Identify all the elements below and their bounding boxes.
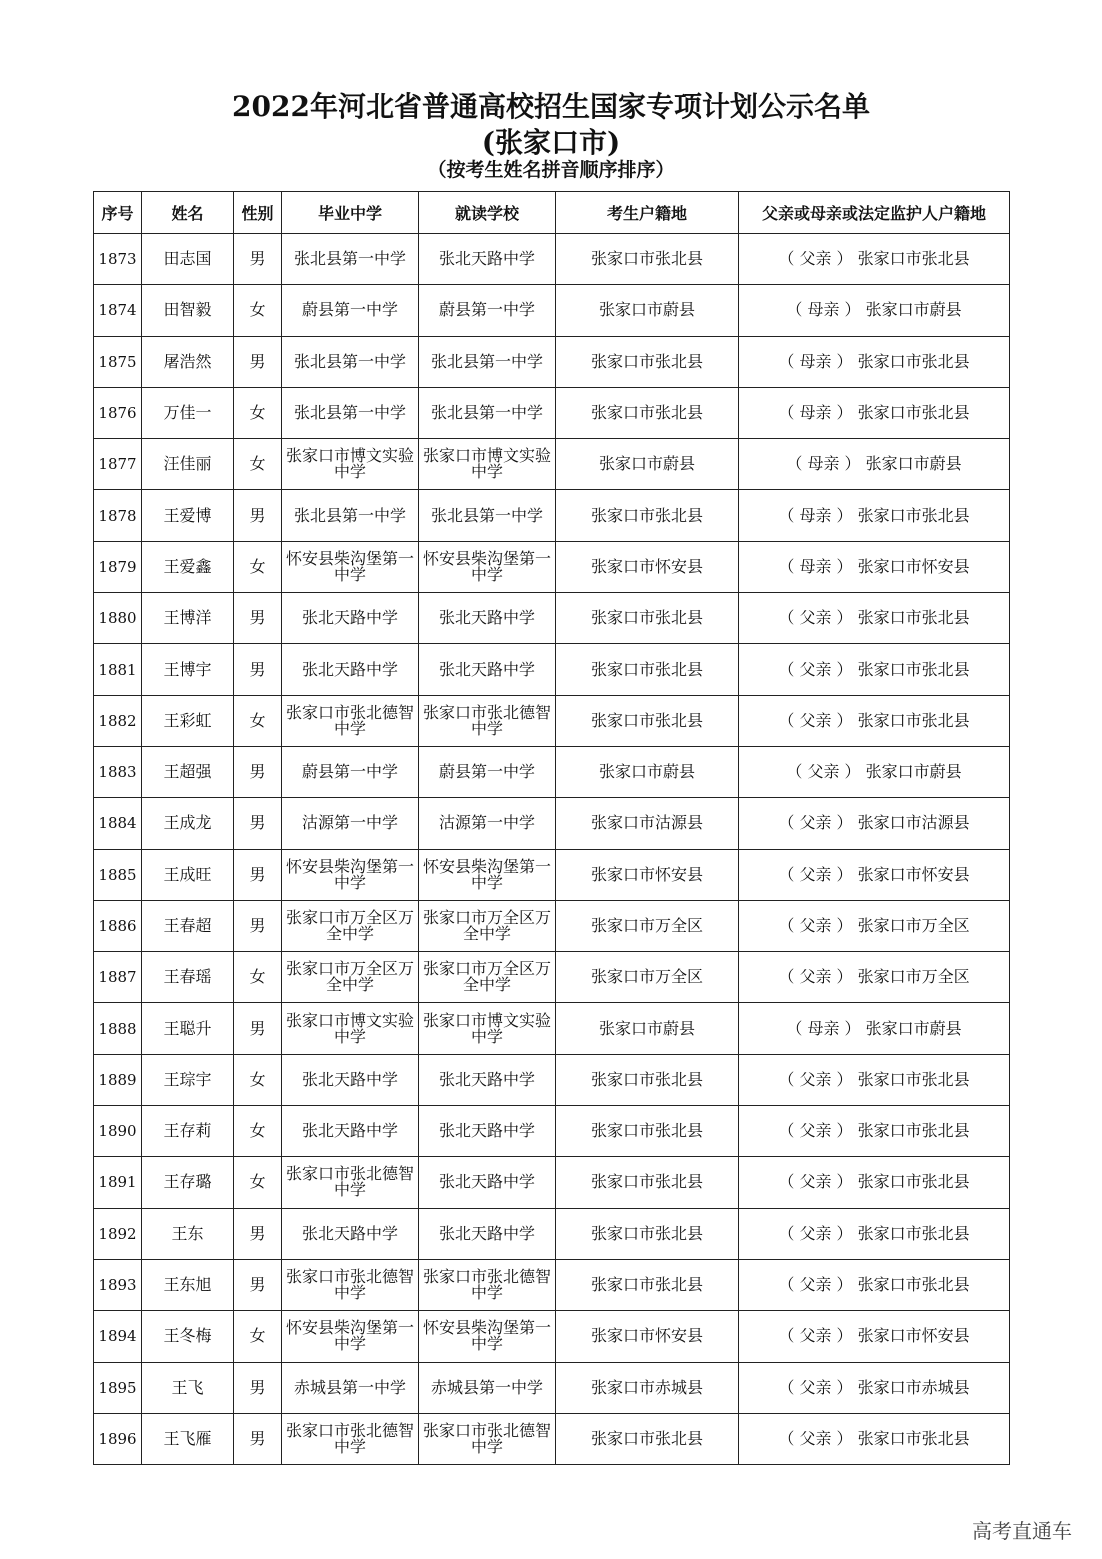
cell-guardian-registration: （ 父亲 ） 张家口市张北县 <box>739 1054 1010 1105</box>
cell-serial: 1878 <box>94 490 142 541</box>
cell-current-school: 怀安县柴沟堡第一中学 <box>419 541 556 592</box>
cell-gender: 男 <box>234 644 282 695</box>
cell-household-registration: 张家口市怀安县 <box>556 541 739 592</box>
table-row <box>94 798 1010 849</box>
cell-current-school: 张家口市万全区万全中学 <box>419 952 556 1003</box>
cell-serial: 1886 <box>94 900 142 951</box>
col-header-name: 姓名 <box>142 192 234 234</box>
cell-current-school: 张北天路中学 <box>419 1054 556 1105</box>
cell-household-registration: 张家口市蔚县 <box>556 746 739 797</box>
cell-household-registration: 张家口市张北县 <box>556 1106 739 1157</box>
cell-gender: 男 <box>234 234 282 285</box>
cell-graduated-school: 张家口市张北德智中学 <box>282 695 419 746</box>
cell-graduated-school: 张家口市张北德智中学 <box>282 1259 419 1310</box>
cell-guardian-registration: （ 父亲 ） 张家口市沽源县 <box>739 798 1010 849</box>
table-row <box>94 1208 1010 1259</box>
cell-name: 王东旭 <box>142 1259 234 1310</box>
cell-current-school: 蔚县第一中学 <box>419 285 556 336</box>
cell-current-school: 张北天路中学 <box>419 593 556 644</box>
cell-household-registration: 张家口市张北县 <box>556 644 739 695</box>
cell-guardian-registration: （ 父亲 ） 张家口市张北县 <box>739 695 1010 746</box>
table-row <box>94 1311 1010 1362</box>
cell-guardian-registration: （ 父亲 ） 张家口市张北县 <box>739 1413 1010 1464</box>
cell-gender: 男 <box>234 1003 282 1054</box>
cell-name: 王博宇 <box>142 644 234 695</box>
cell-current-school: 怀安县柴沟堡第一中学 <box>419 1311 556 1362</box>
cell-name: 屠浩然 <box>142 336 234 387</box>
cell-serial: 1892 <box>94 1208 142 1259</box>
sort-note: （按考生姓名拼音顺序排序） <box>427 159 675 181</box>
cell-graduated-school: 张北天路中学 <box>282 1054 419 1105</box>
cell-gender: 男 <box>234 1413 282 1464</box>
cell-guardian-registration: （ 父亲 ） 张家口市赤城县 <box>739 1362 1010 1413</box>
cell-guardian-registration: （ 父亲 ） 张家口市万全区 <box>739 900 1010 951</box>
cell-name: 王东 <box>142 1208 234 1259</box>
cell-guardian-registration: （ 母亲 ） 张家口市张北县 <box>739 387 1010 438</box>
cell-gender: 女 <box>234 285 282 336</box>
cell-name: 王冬梅 <box>142 1311 234 1362</box>
cell-graduated-school: 赤城县第一中学 <box>282 1362 419 1413</box>
cell-current-school: 张北天路中学 <box>419 644 556 695</box>
cell-current-school: 张家口市张北德智中学 <box>419 1413 556 1464</box>
cell-name: 汪佳丽 <box>142 439 234 490</box>
table-row <box>94 1362 1010 1413</box>
cell-graduated-school: 怀安县柴沟堡第一中学 <box>282 849 419 900</box>
table-row <box>94 234 1010 285</box>
col-header-graduated-school: 毕业中学 <box>282 192 419 234</box>
cell-guardian-registration: （ 父亲 ） 张家口市张北县 <box>739 1208 1010 1259</box>
cell-name: 田志国 <box>142 234 234 285</box>
cell-serial: 1891 <box>94 1157 142 1208</box>
cell-household-registration: 张家口市万全区 <box>556 952 739 1003</box>
cell-serial: 1894 <box>94 1311 142 1362</box>
cell-gender: 男 <box>234 900 282 951</box>
cell-household-registration: 张家口市张北县 <box>556 490 739 541</box>
cell-name: 王琮宇 <box>142 1054 234 1105</box>
cell-serial: 1889 <box>94 1054 142 1105</box>
cell-guardian-registration: （ 父亲 ） 张家口市蔚县 <box>739 746 1010 797</box>
cell-guardian-registration: （ 父亲 ） 张家口市张北县 <box>739 1106 1010 1157</box>
cell-graduated-school: 张北县第一中学 <box>282 336 419 387</box>
col-header-gender: 性别 <box>234 192 282 234</box>
cell-gender: 女 <box>234 439 282 490</box>
cell-household-registration: 张家口市沽源县 <box>556 798 739 849</box>
cell-guardian-registration: （ 父亲 ） 张家口市张北县 <box>739 1259 1010 1310</box>
cell-guardian-registration: （ 父亲 ） 张家口市张北县 <box>739 1157 1010 1208</box>
cell-current-school: 张北县第一中学 <box>419 387 556 438</box>
cell-household-registration: 张家口市张北县 <box>556 1259 739 1310</box>
document-subtitle: (张家口市) <box>481 126 621 159</box>
cell-serial: 1888 <box>94 1003 142 1054</box>
cell-household-registration: 张家口市蔚县 <box>556 439 739 490</box>
cell-graduated-school: 蔚县第一中学 <box>282 746 419 797</box>
cell-guardian-registration: （ 父亲 ） 张家口市张北县 <box>739 234 1010 285</box>
cell-serial: 1874 <box>94 285 142 336</box>
cell-name: 万佳一 <box>142 387 234 438</box>
table-row <box>94 593 1010 644</box>
cell-current-school: 张北县第一中学 <box>419 336 556 387</box>
cell-serial: 1893 <box>94 1259 142 1310</box>
cell-gender: 男 <box>234 849 282 900</box>
table-row <box>94 387 1010 438</box>
cell-graduated-school: 张家口市张北德智中学 <box>282 1413 419 1464</box>
cell-gender: 女 <box>234 541 282 592</box>
cell-graduated-school: 怀安县柴沟堡第一中学 <box>282 541 419 592</box>
cell-graduated-school: 张家口市万全区万全中学 <box>282 952 419 1003</box>
cell-current-school: 张家口市博文实验中学 <box>419 439 556 490</box>
cell-household-registration: 张家口市张北县 <box>556 1208 739 1259</box>
cell-gender: 男 <box>234 798 282 849</box>
cell-guardian-registration: （ 母亲 ） 张家口市蔚县 <box>739 439 1010 490</box>
cell-household-registration: 张家口市张北县 <box>556 1413 739 1464</box>
cell-guardian-registration: （ 父亲 ） 张家口市张北县 <box>739 644 1010 695</box>
cell-household-registration: 张家口市张北县 <box>556 593 739 644</box>
cell-guardian-registration: （ 父亲 ） 张家口市怀安县 <box>739 849 1010 900</box>
cell-household-registration: 张家口市张北县 <box>556 1054 739 1105</box>
document-title: 2022年河北省普通高校招生国家专项计划公示名单 <box>232 90 870 123</box>
cell-name: 王春超 <box>142 900 234 951</box>
cell-name: 王飞 <box>142 1362 234 1413</box>
cell-household-registration: 张家口市蔚县 <box>556 1003 739 1054</box>
cell-gender: 男 <box>234 593 282 644</box>
cell-serial: 1883 <box>94 746 142 797</box>
table-body <box>94 234 1010 1465</box>
cell-household-registration: 张家口市张北县 <box>556 695 739 746</box>
table-row <box>94 285 1010 336</box>
cell-graduated-school: 张北天路中学 <box>282 1106 419 1157</box>
cell-current-school: 沽源第一中学 <box>419 798 556 849</box>
cell-gender: 女 <box>234 387 282 438</box>
table-row <box>94 900 1010 951</box>
cell-household-registration: 张家口市张北县 <box>556 387 739 438</box>
table-row <box>94 1003 1010 1054</box>
cell-graduated-school: 张北县第一中学 <box>282 234 419 285</box>
cell-graduated-school: 张北天路中学 <box>282 644 419 695</box>
cell-serial: 1885 <box>94 849 142 900</box>
cell-guardian-registration: （ 母亲 ） 张家口市张北县 <box>739 336 1010 387</box>
cell-household-registration: 张家口市蔚县 <box>556 285 739 336</box>
col-header-guardian-registration: 父亲或母亲或法定监护人户籍地 <box>739 192 1010 234</box>
table-row <box>94 1259 1010 1310</box>
cell-name: 王飞雁 <box>142 1413 234 1464</box>
watermark-text: 高考直通车 <box>972 1519 1072 1543</box>
cell-graduated-school: 张家口市博文实验中学 <box>282 439 419 490</box>
table-row <box>94 1413 1010 1464</box>
col-header-current-school: 就读学校 <box>419 192 556 234</box>
cell-serial: 1882 <box>94 695 142 746</box>
cell-household-registration: 张家口市怀安县 <box>556 849 739 900</box>
cell-serial: 1873 <box>94 234 142 285</box>
col-header-serial: 序号 <box>94 192 142 234</box>
cell-name: 王聪升 <box>142 1003 234 1054</box>
cell-serial: 1880 <box>94 593 142 644</box>
cell-household-registration: 张家口市怀安县 <box>556 1311 739 1362</box>
cell-name: 王成旺 <box>142 849 234 900</box>
cell-guardian-registration: （ 母亲 ） 张家口市张北县 <box>739 490 1010 541</box>
cell-current-school: 张北县第一中学 <box>419 490 556 541</box>
cell-current-school: 张北天路中学 <box>419 1106 556 1157</box>
cell-gender: 女 <box>234 1106 282 1157</box>
cell-gender: 男 <box>234 490 282 541</box>
cell-current-school: 张家口市张北德智中学 <box>419 695 556 746</box>
cell-gender: 男 <box>234 1208 282 1259</box>
table-row <box>94 1054 1010 1105</box>
cell-graduated-school: 张北县第一中学 <box>282 387 419 438</box>
cell-household-registration: 张家口市赤城县 <box>556 1362 739 1413</box>
roster-table <box>93 191 1010 1465</box>
cell-current-school: 张北天路中学 <box>419 1157 556 1208</box>
cell-serial: 1890 <box>94 1106 142 1157</box>
table-row <box>94 1157 1010 1208</box>
cell-gender: 女 <box>234 695 282 746</box>
table-row <box>94 439 1010 490</box>
cell-guardian-registration: （ 母亲 ） 张家口市蔚县 <box>739 1003 1010 1054</box>
cell-gender: 男 <box>234 746 282 797</box>
cell-guardian-registration: （ 母亲 ） 张家口市蔚县 <box>739 285 1010 336</box>
cell-gender: 女 <box>234 1311 282 1362</box>
table-row <box>94 1106 1010 1157</box>
cell-current-school: 蔚县第一中学 <box>419 746 556 797</box>
cell-name: 王存璐 <box>142 1157 234 1208</box>
cell-name: 王博洋 <box>142 593 234 644</box>
cell-name: 王春瑶 <box>142 952 234 1003</box>
cell-household-registration: 张家口市张北县 <box>556 336 739 387</box>
cell-serial: 1877 <box>94 439 142 490</box>
cell-current-school: 怀安县柴沟堡第一中学 <box>419 849 556 900</box>
cell-name: 王爱鑫 <box>142 541 234 592</box>
cell-serial: 1884 <box>94 798 142 849</box>
cell-current-school: 张北天路中学 <box>419 234 556 285</box>
cell-household-registration: 张家口市张北县 <box>556 1157 739 1208</box>
cell-graduated-school: 张家口市万全区万全中学 <box>282 900 419 951</box>
cell-graduated-school: 张家口市博文实验中学 <box>282 1003 419 1054</box>
cell-current-school: 赤城县第一中学 <box>419 1362 556 1413</box>
cell-serial: 1876 <box>94 387 142 438</box>
cell-graduated-school: 张家口市张北德智中学 <box>282 1157 419 1208</box>
cell-serial: 1887 <box>94 952 142 1003</box>
cell-serial: 1896 <box>94 1413 142 1464</box>
cell-household-registration: 张家口市张北县 <box>556 234 739 285</box>
cell-graduated-school: 怀安县柴沟堡第一中学 <box>282 1311 419 1362</box>
cell-gender: 男 <box>234 1259 282 1310</box>
table-row <box>94 695 1010 746</box>
cell-guardian-registration: （ 母亲 ） 张家口市怀安县 <box>739 541 1010 592</box>
table-row <box>94 490 1010 541</box>
cell-guardian-registration: （ 父亲 ） 张家口市万全区 <box>739 952 1010 1003</box>
cell-current-school: 张家口市博文实验中学 <box>419 1003 556 1054</box>
table-row <box>94 952 1010 1003</box>
cell-gender: 女 <box>234 1157 282 1208</box>
table-row <box>94 849 1010 900</box>
cell-graduated-school: 张北天路中学 <box>282 1208 419 1259</box>
cell-household-registration: 张家口市万全区 <box>556 900 739 951</box>
cell-current-school: 张家口市张北德智中学 <box>419 1259 556 1310</box>
cell-gender: 男 <box>234 336 282 387</box>
table-row <box>94 336 1010 387</box>
cell-guardian-registration: （ 父亲 ） 张家口市怀安县 <box>739 1311 1010 1362</box>
table-row <box>94 644 1010 695</box>
cell-name: 王超强 <box>142 746 234 797</box>
cell-graduated-school: 张北县第一中学 <box>282 490 419 541</box>
cell-current-school: 张北天路中学 <box>419 1208 556 1259</box>
cell-gender: 女 <box>234 1054 282 1105</box>
cell-graduated-school: 张北天路中学 <box>282 593 419 644</box>
cell-serial: 1879 <box>94 541 142 592</box>
cell-serial: 1875 <box>94 336 142 387</box>
col-header-household-registration: 考生户籍地 <box>556 192 739 234</box>
cell-serial: 1881 <box>94 644 142 695</box>
cell-name: 王成龙 <box>142 798 234 849</box>
cell-gender: 男 <box>234 1362 282 1413</box>
cell-name: 王彩虹 <box>142 695 234 746</box>
cell-graduated-school: 蔚县第一中学 <box>282 285 419 336</box>
cell-current-school: 张家口市万全区万全中学 <box>419 900 556 951</box>
table-row <box>94 746 1010 797</box>
table-row <box>94 541 1010 592</box>
cell-gender: 女 <box>234 952 282 1003</box>
cell-graduated-school: 沽源第一中学 <box>282 798 419 849</box>
cell-guardian-registration: （ 父亲 ） 张家口市张北县 <box>739 593 1010 644</box>
cell-name: 王爱博 <box>142 490 234 541</box>
cell-name: 王存莉 <box>142 1106 234 1157</box>
table-header-row <box>94 192 1010 234</box>
cell-serial: 1895 <box>94 1362 142 1413</box>
cell-name: 田智毅 <box>142 285 234 336</box>
